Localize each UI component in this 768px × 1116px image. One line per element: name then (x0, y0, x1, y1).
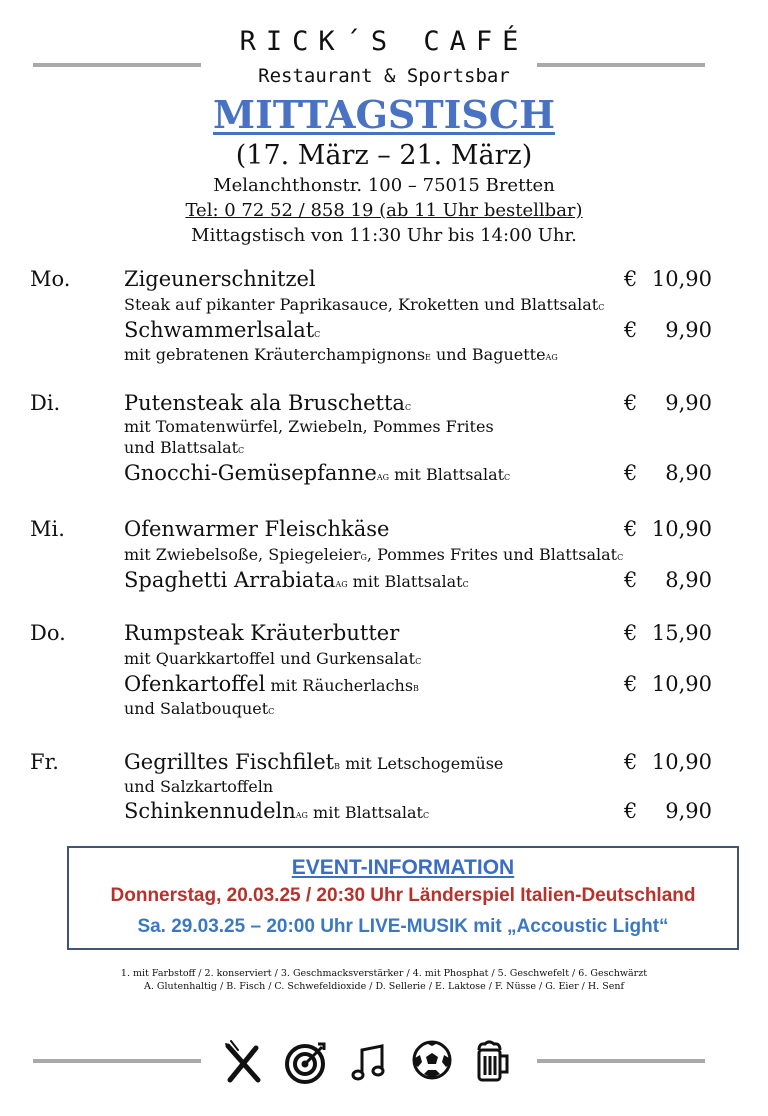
dish-description (124, 545, 623, 564)
beer-mug-icon (472, 1040, 512, 1084)
description-text: Steak auf pikanter Paprikasauce, Kroketten und Blattsalat (124, 295, 599, 314)
footer-rule-right (537, 1059, 705, 1063)
description-text: , Pommes Frites und Blattsalat (366, 545, 618, 564)
dish-name: Ofenwarmer Fleischkäse (124, 517, 390, 541)
event-line-football: Donnerstag, 20.03.25 / 20:30 Uhr Länderspiel Italien-Deutschland (110, 885, 696, 906)
dish-side: mit Blattsalat (389, 465, 505, 484)
dish-title: Ofenkartoffel (124, 672, 266, 696)
dish-name (124, 461, 510, 485)
allergen-code: C (462, 580, 469, 589)
currency-symbol: € (624, 750, 638, 774)
allergen-code: G (360, 553, 367, 562)
dish-name (124, 750, 503, 774)
allergen-code: C (617, 553, 624, 562)
dish-price (624, 799, 712, 823)
description-text: mit gebratenen Kräuterchampignons (124, 345, 426, 364)
allergen-code: E (425, 353, 431, 362)
currency-symbol: € (624, 799, 638, 823)
soccer-ball-icon (410, 1040, 454, 1084)
description-text: und Baguette (430, 345, 546, 364)
currency-symbol: € (624, 517, 638, 541)
dish-side: mit Räucherlachs (265, 676, 414, 695)
price-value: 10,90 (651, 750, 712, 774)
music-note-icon (350, 1040, 390, 1084)
dish-description (124, 649, 421, 668)
dish-description: und Salzkartoffeln (124, 777, 274, 796)
dish-price (624, 568, 712, 592)
cutlery-icon (222, 1040, 264, 1084)
dish-name: Zigeunerschnitzel (124, 267, 316, 291)
dish-price (624, 391, 712, 415)
dish-side: mit Blattsalat (347, 572, 463, 591)
dish-description (124, 438, 244, 457)
dish-description: mit Tomatenwürfel, Zwiebeln, Pommes Frites (124, 417, 494, 436)
currency-symbol: € (624, 267, 638, 291)
price-value: 15,90 (651, 621, 712, 645)
week-dates: (17. März – 21. März) (235, 140, 533, 171)
currency-symbol: € (624, 672, 638, 696)
dish-title: Schinkennudeln (124, 799, 296, 823)
price-value: 9,90 (665, 799, 712, 823)
dish-price (624, 517, 712, 541)
dish-description (124, 699, 274, 718)
allergen-code: C (404, 403, 412, 412)
price-value: 10,90 (651, 672, 712, 696)
dish-title: Spaghetti Arrabiata (124, 568, 336, 592)
dish-name (124, 672, 419, 696)
day-label-monday: Mo. (30, 267, 71, 291)
price-value: 9,90 (665, 318, 712, 342)
dish-name (124, 391, 411, 415)
opening-hours: Mittagstisch von 11:30 Uhr bis 14:00 Uhr. (191, 225, 577, 246)
footer-icons (222, 1040, 512, 1086)
event-line-music: Sa. 29.03.25 – 20:00 Uhr LIVE-MUSIK mit „Accoustic Light“ (137, 916, 669, 937)
description-text: mit Quarkkartoffel und Gurkensalat (124, 649, 416, 668)
allergen-code: AG (545, 353, 558, 362)
brand-name: RICK´S CAFÉ (239, 26, 529, 57)
allergen-code: C (422, 811, 430, 820)
dish-name (124, 799, 429, 823)
allergen-code: C (598, 303, 605, 312)
dish-price (624, 672, 712, 696)
dish-price (624, 318, 712, 342)
event-title: EVENT-INFORMATION (291, 856, 515, 879)
dish-price (624, 621, 712, 645)
dish-side: mit Blattsalat (307, 803, 423, 822)
day-label-friday: Fr. (30, 750, 59, 774)
dish-title: Gegrilltes Fischfilet (124, 750, 335, 774)
phone-number: Tel: 0 72 52 / 858 19 (ab 11 Uhr bestellbar) (185, 200, 583, 221)
currency-symbol: € (624, 318, 638, 342)
currency-symbol: € (624, 621, 638, 645)
page-title: MITTAGSTISCH (213, 92, 555, 137)
allergen-code: C (238, 446, 245, 455)
allergen-code: C (504, 473, 511, 482)
price-value: 8,90 (665, 461, 712, 485)
dish-description (124, 295, 604, 314)
allergen-code: B (334, 762, 340, 771)
dish-name: Rumpsteak Kräuterbutter (124, 621, 400, 645)
dish-price (624, 750, 712, 774)
allergen-code: C (268, 707, 275, 716)
dish-name (124, 568, 469, 592)
currency-symbol: € (624, 461, 638, 485)
day-label-wednesday: Mi. (30, 517, 65, 541)
dish-title: Schwammerlsalat (124, 318, 315, 342)
allergen-code: AG (295, 811, 308, 820)
price-value: 9,90 (665, 391, 712, 415)
footer-rule-left (33, 1059, 201, 1063)
currency-symbol: € (624, 568, 638, 592)
price-value: 8,90 (665, 568, 712, 592)
additives-legend: 1. mit Farbstoff / 2. konserviert / 3. Geschmacksverstärker / 4. mit Phosphat / 5. Geschwefelt / 6. Geschwärzt (120, 968, 648, 979)
allergen-code: C (415, 657, 422, 666)
day-label-tuesday: Di. (30, 391, 61, 415)
dish-price (624, 461, 712, 485)
dish-price (624, 267, 712, 291)
dish-title: Gnocchi-Gemüsepfanne (124, 461, 377, 485)
dish-description (124, 345, 558, 364)
description-text: und Salatbouquet (124, 699, 269, 718)
allergen-code: B (413, 684, 419, 693)
currency-symbol: € (624, 391, 638, 415)
price-value: 10,90 (651, 517, 712, 541)
dish-name (124, 318, 320, 342)
description-text: und Blattsalat (124, 438, 239, 457)
price-value: 10,90 (651, 267, 712, 291)
address: Melanchthonstr. 100 – 75015 Bretten (213, 175, 555, 196)
day-label-thursday: Do. (30, 621, 66, 645)
dish-title: Putensteak ala Bruschetta (124, 391, 405, 415)
allergens-legend: A. Glutenhaltig / B. Fisch / C. Schwefeldioxide / D. Sellerie / E. Laktose / F. Nüsse / G. Eier / H. Senf (144, 981, 624, 992)
brand-subtitle: Restaurant & Sportsbar (258, 65, 510, 87)
target-icon (284, 1040, 328, 1084)
allergen-code: AG (376, 473, 390, 482)
allergen-code: AG (335, 580, 348, 589)
dish-side: mit Letschogemüse (339, 754, 504, 773)
description-text: mit Zwiebelsoße, Spiegeleier (124, 545, 361, 564)
allergen-code: C (314, 330, 321, 339)
event-info-box (67, 846, 739, 950)
